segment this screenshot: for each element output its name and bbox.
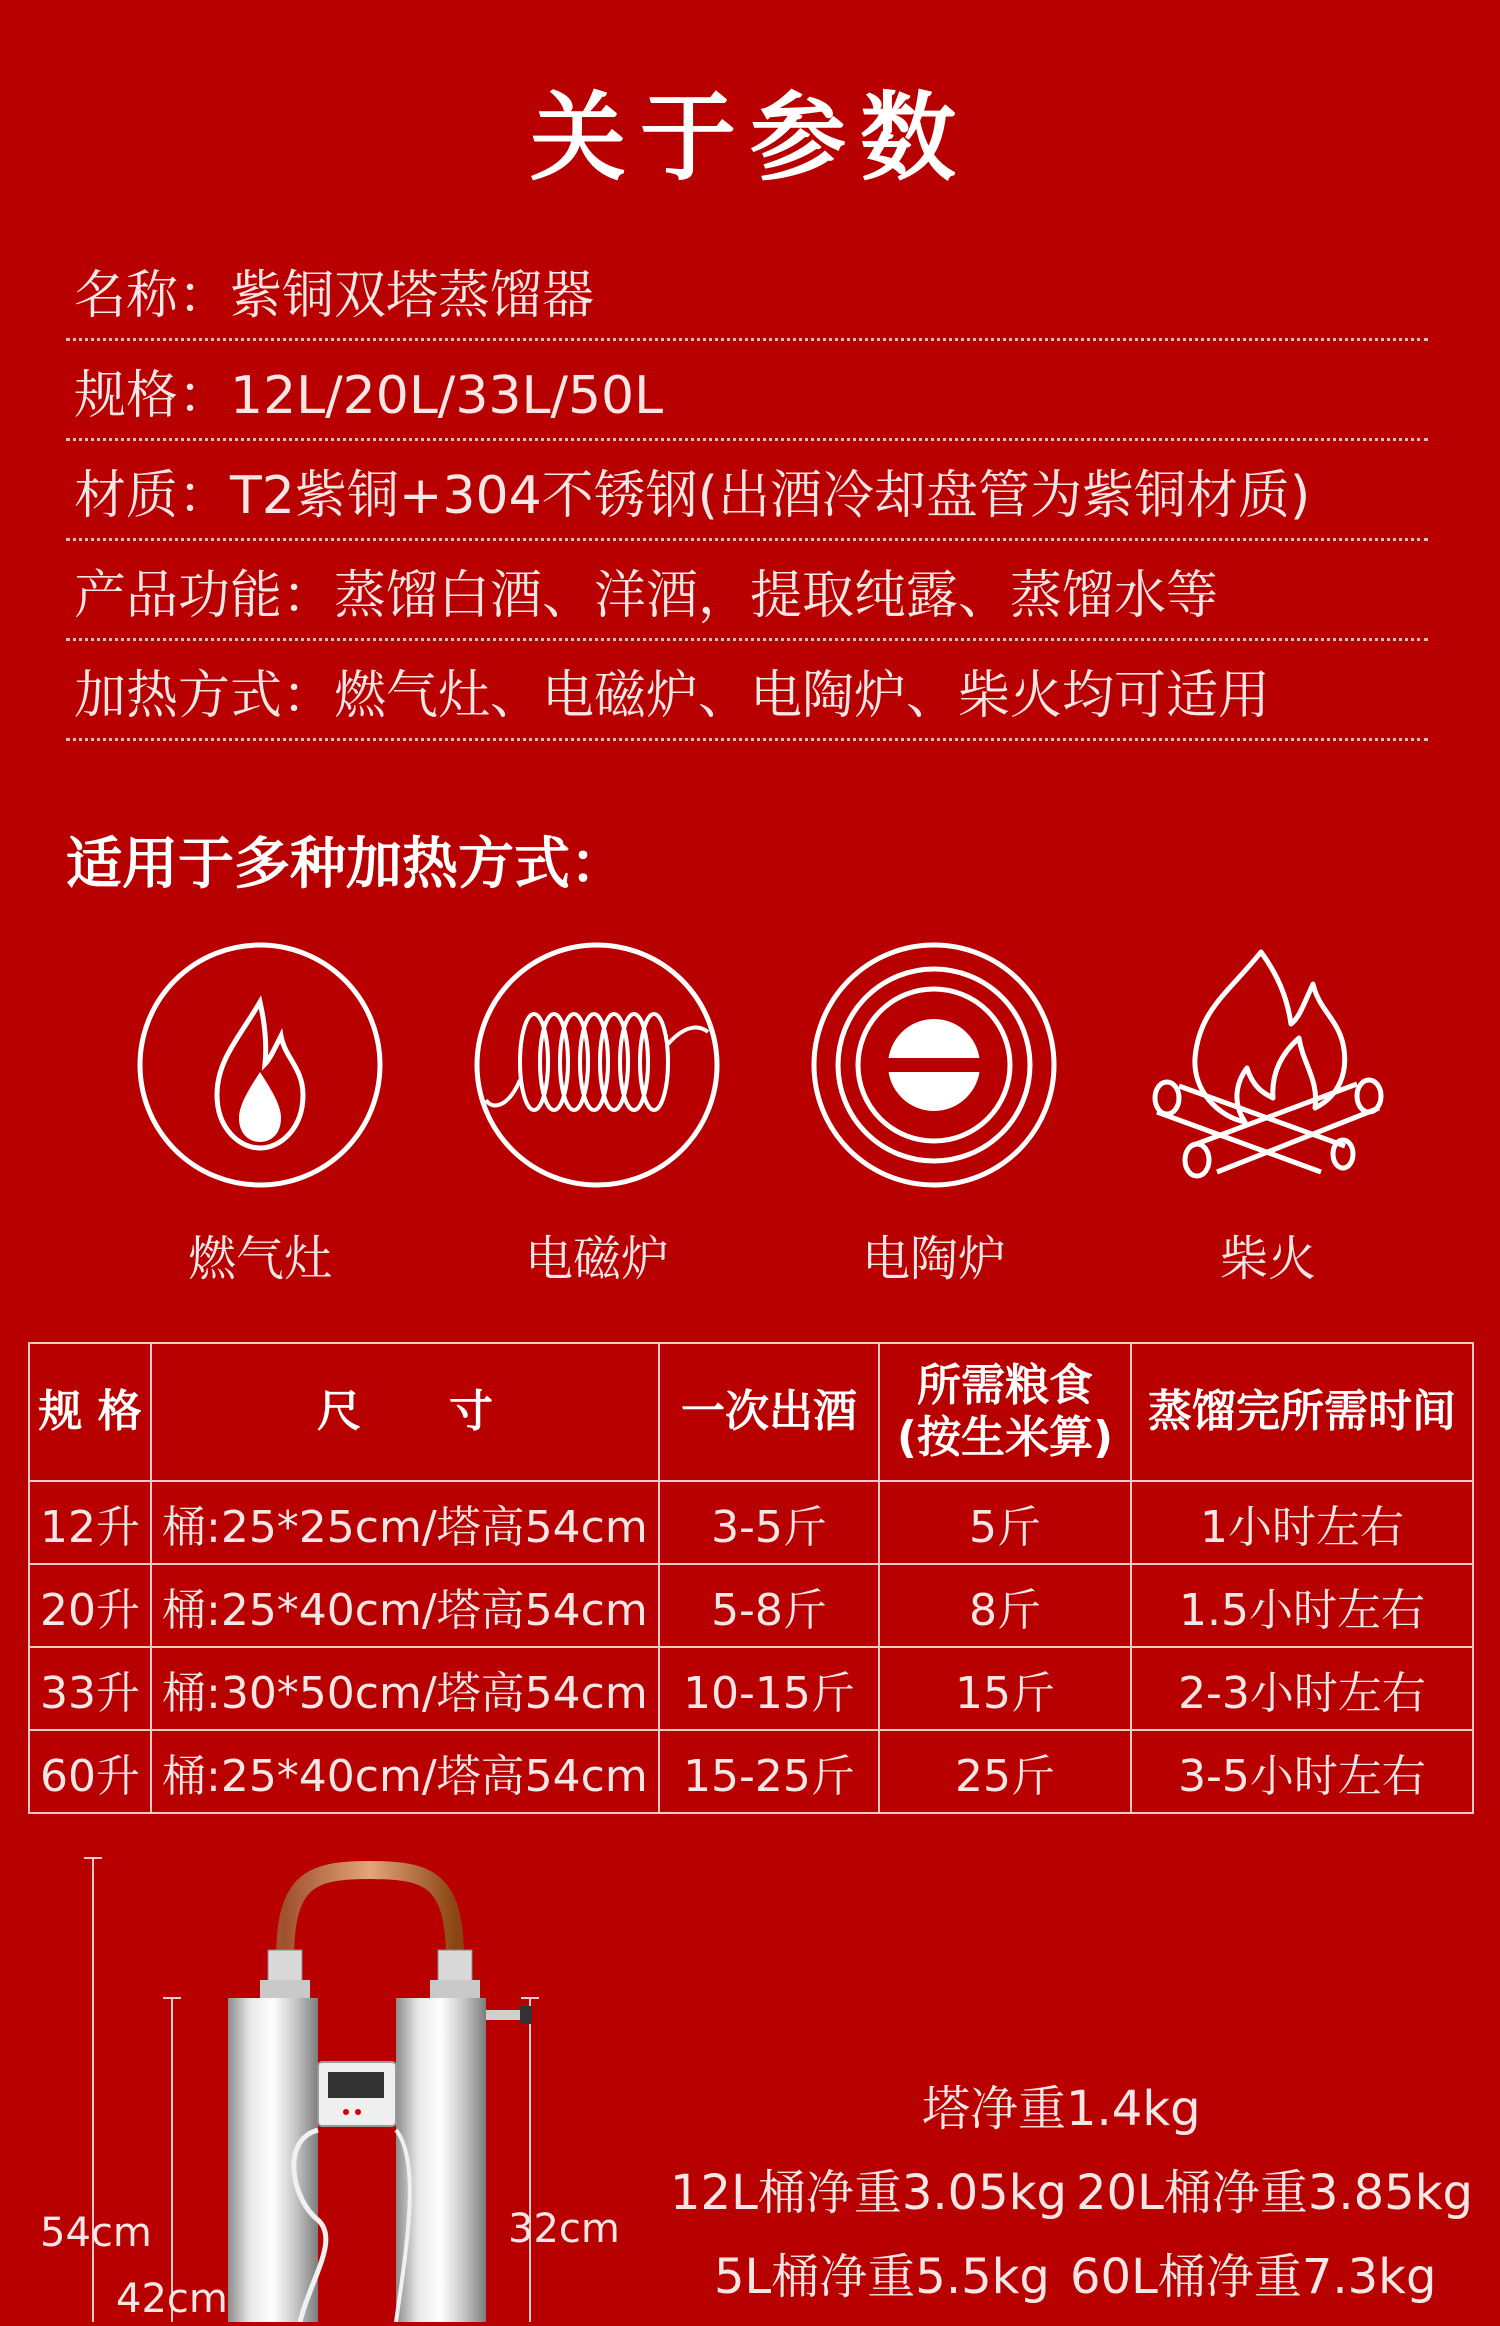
cell-time: 2-3小时左右 — [1131, 1647, 1473, 1730]
cell-grain: 5斤 — [879, 1481, 1131, 1564]
cell-output: 5-8斤 — [659, 1564, 879, 1647]
table-row — [29, 1481, 1473, 1564]
cell-output: 10-15斤 — [659, 1647, 879, 1730]
cell-grain: 8斤 — [879, 1564, 1131, 1647]
heating-ceramic-label: 电陶炉 — [861, 1231, 1006, 1287]
heating-gas-label: 燃气灶 — [187, 1231, 332, 1287]
cell-size: 桶:30*50cm/塔高54cm — [151, 1647, 659, 1730]
cell-output: 3-5斤 — [659, 1481, 879, 1564]
weight-60l: 60L桶净重7.3kg — [1070, 2249, 1437, 2305]
spec-heating-text: 加热方式：燃气灶、电磁炉、电陶炉、柴火均可适用 — [74, 666, 1271, 726]
table-row — [29, 1730, 1473, 1813]
cell-time: 1.5小时左右 — [1131, 1564, 1473, 1647]
header-output: 一次出酒 — [659, 1343, 879, 1481]
cell-time: 1小时左右 — [1131, 1481, 1473, 1564]
cell-spec: 33升 — [29, 1647, 151, 1730]
gas-flame-icon — [135, 940, 385, 1200]
cell-size: 桶:25*25cm/塔高54cm — [151, 1481, 659, 1564]
cell-grain: 25斤 — [879, 1730, 1131, 1813]
cell-spec: 12升 — [29, 1481, 151, 1564]
ceramic-stove-icon — [809, 940, 1059, 1200]
page-title: 关于参数 — [530, 82, 970, 194]
heating-wood — [1118, 940, 1418, 1287]
spec-name-text: 名称：紫铜双塔蒸馏器 — [74, 266, 595, 326]
heating-wood-label: 柴火 — [1219, 1231, 1316, 1287]
weight-20l: 20L桶净重3.85kg — [1076, 2165, 1473, 2221]
header-grain: 所需粮食 (按生米算) — [879, 1343, 1131, 1481]
cell-grain: 15斤 — [879, 1647, 1131, 1730]
weight-12l: 12L桶净重3.05kg — [670, 2165, 1067, 2221]
campfire-icon — [1143, 940, 1393, 1200]
spec-size-text: 规格：12L/20L/33L/50L — [74, 366, 664, 426]
header-time: 蒸馏完所需时间 — [1131, 1343, 1473, 1481]
tower-weight: 塔净重1.4kg — [922, 2081, 1201, 2137]
table-row — [29, 1647, 1473, 1730]
spec-material-row — [66, 438, 1428, 541]
header-spec: 规 格 — [29, 1343, 151, 1481]
table-header-row — [29, 1343, 1473, 1481]
height-label: 54cm — [40, 2210, 152, 2256]
product-illustration — [0, 1840, 640, 2322]
cell-output: 15-25斤 — [659, 1730, 879, 1813]
heating-ceramic — [784, 940, 1084, 1287]
cell-spec: 60升 — [29, 1730, 151, 1813]
weight-5l: 5L桶净重5.5kg — [714, 2249, 1050, 2305]
table-row — [29, 1564, 1473, 1647]
heating-induction-label: 电磁炉 — [524, 1231, 669, 1287]
heating-section-title: 适用于多种加热方式： — [66, 832, 626, 897]
cell-time: 3-5小时左右 — [1131, 1730, 1473, 1813]
spec-heating-row — [66, 638, 1428, 741]
heating-gas — [110, 940, 410, 1287]
induction-coil-icon — [472, 940, 722, 1200]
spec-name-row — [66, 238, 1428, 341]
cell-size: 桶:25*40cm/塔高54cm — [151, 1730, 659, 1813]
heating-induction — [447, 940, 747, 1287]
cell-spec: 20升 — [29, 1564, 151, 1647]
tower-height-label: 32cm — [508, 2206, 620, 2252]
spec-size-row — [66, 338, 1428, 441]
spec-material-text: 材质：T2紫铜+304不锈钢(出酒冷却盘管为紫铜材质) — [74, 466, 1311, 526]
spec-function-text: 产品功能：蒸馏白酒、洋酒，提取纯露、蒸馏水等 — [74, 566, 1219, 626]
parameter-table — [28, 1342, 1474, 1814]
spec-function-row — [66, 538, 1428, 641]
header-size: 尺 寸 — [151, 1343, 659, 1481]
cell-size: 桶:25*40cm/塔高54cm — [151, 1564, 659, 1647]
width-label: 42cm — [116, 2276, 228, 2322]
